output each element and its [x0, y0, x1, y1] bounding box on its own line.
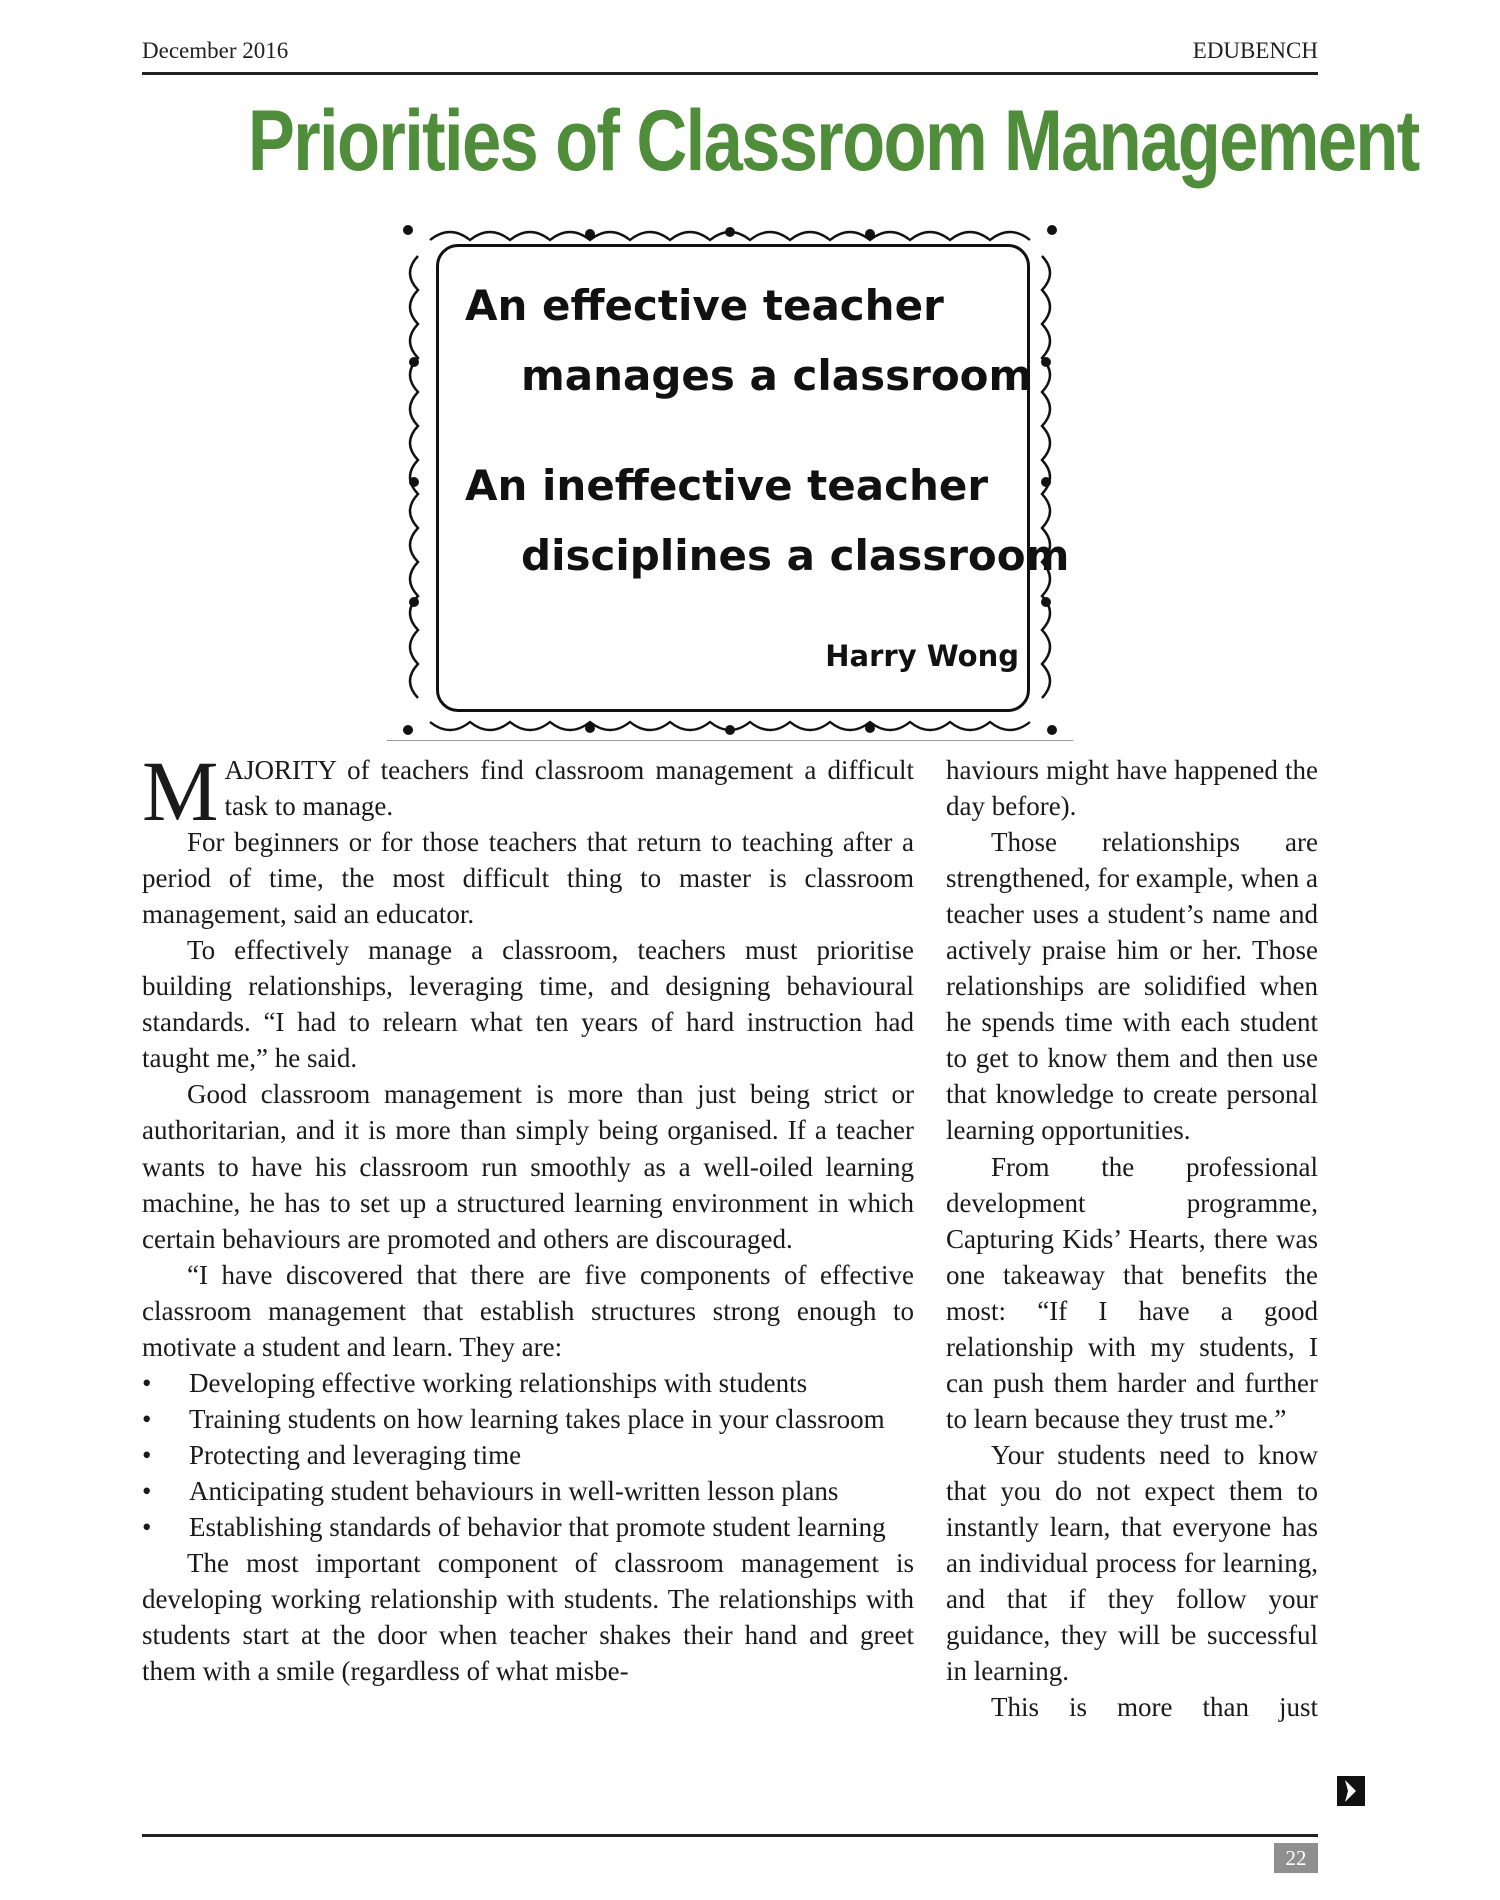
quote-line-2: manages a classroom [521, 351, 1033, 400]
list-item: • Establishing standards of behavior that promote student learning [142, 1509, 914, 1545]
issue-date: December 2016 [142, 38, 289, 63]
components-list [142, 1365, 914, 1545]
paragraph: From the professional development programme, Capturing Kids’ Hearts, there was one takeaway that benefits the most: “If I have a good relationship with my students, I can push them harder and further to learn because they trust me.” [946, 1151, 1318, 1434]
drop-cap: M [142, 743, 219, 839]
bullet-icon: • [142, 1367, 152, 1398]
paragraph: Good classroom management is more than just being strict or authoritarian, and it is more than simply being organised. If a teacher wants to have his classroom run smoothly as a well-oiled learning machine, he has to set up a structured learning environment in which certain behaviours are promoted and others are discouraged. [142, 1079, 914, 1254]
list-item: • Training students on how learning takes place in your classroom [142, 1401, 914, 1437]
paragraph: This is more than just [991, 1692, 1318, 1723]
quote-card [436, 244, 1070, 712]
page-number: 22 [1274, 1843, 1318, 1873]
quote-author: Harry Wong [825, 639, 1019, 673]
paragraph: Your students need to know that you do not expect them to instantly learn, that everyone has an individual process for learning, and that if they follow your guidance, they will be successful in learning. [946, 1439, 1318, 1687]
quote-line-3: An ineffective teacher [465, 461, 989, 510]
quote-line-4: disciplines a classroom [521, 531, 1070, 580]
paragraph: Those relationships are strengthened, for example, when a teacher uses a student’s name and actively praise him or her. Those relationships are solidified when he spends time with each student to get to know them and then use that knowledge to create personal learning opportunities. [946, 827, 1318, 1146]
paragraph: To effectively manage a classroom, teachers must prioritise building relationships, leveraging time, and designing behavioural standards. “I had to relearn what ten years of hard instruction had taught me,” he said. [142, 935, 914, 1074]
intro-paragraph [142, 743, 914, 839]
paragraph: “I have discovered that there are five components of effective classroom management that establish structures strong enough to motivate a student and learn. They are: [142, 1259, 914, 1362]
page-header [142, 34, 1318, 75]
paragraph: haviours might have happened the day before). [946, 755, 1318, 822]
list-item: • Developing effective working relationships with students [142, 1365, 914, 1401]
article-title: Priorities of Classroom Management [247, 93, 1419, 189]
chevron-right-icon [1337, 1776, 1365, 1806]
quote-frame [400, 222, 1070, 738]
divider [387, 740, 1073, 741]
footer-divider [142, 1834, 1318, 1837]
article-column-left [142, 743, 914, 1689]
list-item: • Protecting and leveraging time [142, 1437, 914, 1473]
paragraph: The most important component of classroom management is developing working relationship with students. The relationships with students start at the door when teacher shakes their hand and greet them with a smile (regardless of what misbe- [142, 1548, 914, 1687]
bullet-icon: • [142, 1403, 152, 1434]
next-page-arrow-icon[interactable] [1337, 1776, 1365, 1806]
list-item: • Anticipating student behaviours in well-written lesson plans [142, 1473, 914, 1509]
quote-line-1: An effective teacher [465, 281, 944, 330]
paragraph: For beginners or for those teachers that return to teaching after a period of time, the most difficult thing to master is classroom management, said an educator. [142, 827, 914, 930]
bullet-icon: • [142, 1475, 152, 1506]
intro-text: AJORITY of teachers find classroom management a difficult task to manage. [224, 755, 914, 822]
bullet-icon: • [142, 1439, 152, 1470]
publication-name: EDUBENCH [1192, 38, 1318, 63]
bullet-icon: • [142, 1511, 152, 1542]
article-column-right [946, 752, 1318, 1725]
